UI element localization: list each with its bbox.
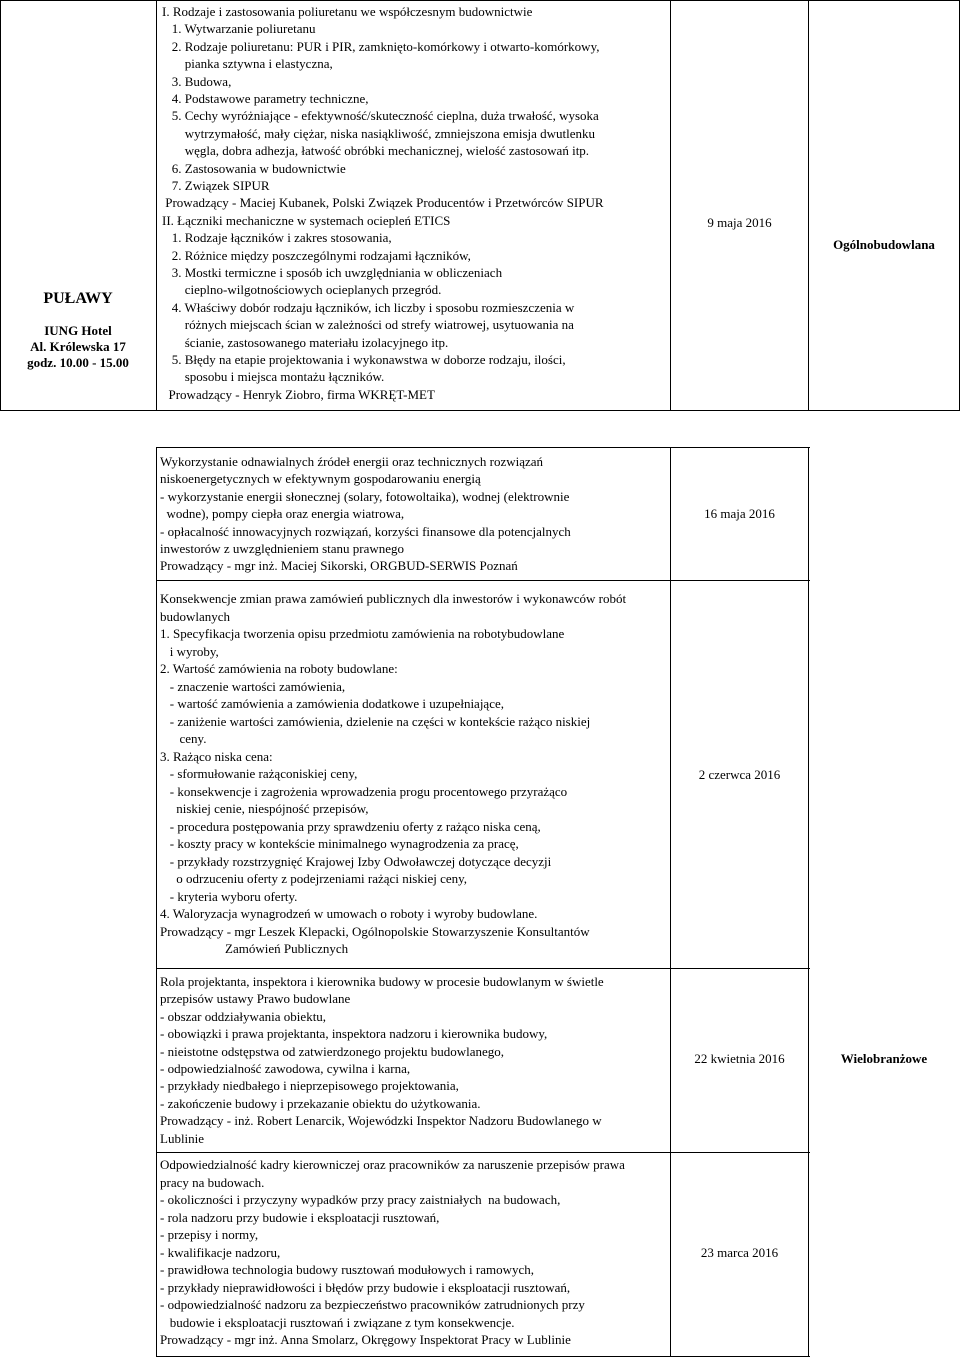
topic-line: 1. Rodzaje łączników i zakres stosowania, — [162, 230, 392, 246]
topic-line: budowlanych — [160, 608, 231, 624]
date-cell: 2 czerwca 2016 — [698, 767, 781, 782]
location-venue: IUNG Hotel — [44, 323, 112, 338]
topic-line: 1. Specyfikacja tworzenia opisu przedmiotu zamówienia na robotybudowlane — [160, 626, 565, 641]
topic-line: Prowadzący - inż. Robert Lenarcik, Wojewódzki Inspektor Nadzoru Budowlanego w — [160, 1113, 602, 1129]
topic-line: - zakończenie budowy i przekazanie obiektu do użytkowania. — [160, 1095, 481, 1111]
topic-line: wytrzymałość, mały ciężar, niska nasiąkliwość, zmniejszona emisja dwutlenku — [162, 125, 596, 141]
topic-line: Prowadzący - mgr inż. Anna Smolarz, Okręgowy Inspektorat Pracy w Lublinie — [160, 1332, 571, 1347]
location-city: PUŁAWY — [43, 290, 113, 307]
date-cell: 23 marca 2016 — [700, 1245, 779, 1260]
topic-line: wodne), pompy ciepła oraz energia wiatrowa, — [160, 506, 405, 522]
topic-line: i wyroby, — [160, 643, 219, 659]
topic-line: sposobu i miejsca montażu łączników. — [162, 369, 385, 385]
date-cell: 22 kwietnia 2016 — [694, 1051, 785, 1066]
topic-line: 1. Wytwarzanie poliuretanu — [162, 21, 316, 37]
topic-line: - rola nadzoru przy budowie i eksploatacji rusztowań, — [160, 1209, 440, 1225]
topic-line: - kwalifikacje nadzoru, — [160, 1244, 281, 1260]
topic-line: niskoenergetycznych w efektywnym gospodarowaniu energią — [160, 471, 481, 487]
topic-line: I. Rodzaje i zastosowania poliuretanu we współczesnym budownictwie — [162, 4, 533, 19]
topic-line: - odpowiedzialność nadzoru za bezpieczeństwo pracowników zatrudnionych przy — [160, 1297, 585, 1312]
topic-line: - znaczenie wartości zamówienia, — [160, 678, 346, 694]
topic-line: - przykłady nieprawidłowości i błędów przy budowie i eksploatacji rusztowań, — [160, 1279, 571, 1295]
topic-line: o odrzuceniu oferty z podejrzeniami rażąci niskiej ceny, — [160, 871, 468, 886]
topic-line: - przykłady rozstrzygnięć Krajowej Izby Odwoławczej dotyczące decyzji — [160, 853, 552, 869]
topic-line: 6. Zastosowania w budownictwie — [162, 160, 346, 176]
topic-line: 7. Związek SIPUR — [162, 178, 270, 193]
topic-line: pianka sztywna i elastyczna, — [162, 56, 333, 72]
topic-line: Odpowiedzialność kadry kierowniczej oraz pracowników za naruszenie przepisów prawa — [160, 1157, 625, 1172]
topic-line: Lublinie — [160, 1130, 205, 1146]
topic-line: 2. Wartość zamówienia na roboty budowlane: — [160, 661, 398, 676]
topic-line: inwestorów z uwzględnieniem stanu prawnego — [160, 541, 405, 556]
topic-line: - sformułowanie rażąconiskiej ceny, — [160, 766, 358, 781]
topic-line: 4. Waloryzacja wynagrodzeń w umowach o roboty i wyroby budowlane. — [160, 906, 538, 921]
category-label: Wielobranżowe — [840, 1051, 928, 1066]
topic-line: ścianie, zastosowanego materiału izolacyjnego itp. — [162, 334, 449, 350]
topic-line: - obszar oddziaływania obiektu, — [160, 1008, 327, 1024]
topic-line: - prawidłowa technologia budowy rusztowań modułowych i ramowych, — [160, 1262, 535, 1277]
location-block — [0, 290, 156, 371]
topic-line: 2. Rodzaje poliuretanu: PUR i PIR, zamknięto-komórkowy i otwarto-komórkowy, — [162, 38, 600, 54]
topic-line: Wykorzystanie odnawialnych źródeł energii oraz technicznych rozwiązań — [160, 454, 544, 469]
topic-line: Prowadzący - Maciej Kubanek, Polski Związek Producentów i Przetwórców SIPUR — [162, 195, 604, 211]
location-address: Al. Królewska 17 — [30, 339, 126, 354]
topic-line: przepisów ustawy Prawo budowlane — [160, 991, 351, 1007]
topic-line: - okoliczności i przyczyny wypadków przy pracy zaistniałych na budowach, — [160, 1192, 561, 1207]
topic-line: - odpowiedzialność zawodowa, cywilna i karna, — [160, 1061, 411, 1076]
topic-line: - konsekwencje i zagrożenia wprowadzenia progu procentowego przyrażąco — [160, 783, 568, 799]
topic-line: - przykłady niedbałego i nieprzepisowego projektowania, — [160, 1078, 459, 1094]
topic-line: - opłacalność innowacyjnych rozwiązań, korzyści finansowe dla potencjalnych — [160, 523, 571, 539]
topic-line: Konsekwencje zmian prawa zamówień publicznych dla inwestorów i wykonawców robót — [160, 591, 627, 606]
topic-line: cieplno-wilgotnościowych ocieplanych przegród. — [162, 282, 442, 298]
topic-line: Prowadzący - mgr inż. Maciej Sikorski, ORGBUD-SERWIS Poznań — [160, 558, 518, 574]
topic-line: 3. Mostki termiczne i sposób ich uwzględniania w obliczeniach — [162, 265, 503, 280]
topic-line: II. Łączniki mechaniczne w systemach ociepleń ETICS — [162, 212, 451, 228]
topic-line: - koszty pracy w kontekście minimalnego wynagrodzenia za pracę, — [160, 836, 519, 851]
topic-line: - nieistotne odstępstwa od zatwierdzonego projektu budowlanego, — [160, 1043, 505, 1059]
topic-line: 3. Rażąco niska cena: — [160, 748, 273, 764]
date-cell: 16 maja 2016 — [704, 506, 775, 521]
topic-line: - wartość zamówienia a zamówienia dodatkowe i uzupełniające, — [160, 696, 504, 711]
topic-line: węgla, dobra adhezja, łatwość obróbki mechanicznej, wielość zastosowań itp. — [162, 143, 590, 159]
date-cell: 9 maja 2016 — [707, 215, 772, 230]
topic-line: - obowiązki i prawa projektanta, inspektora nadzoru i kierownika budowy, — [160, 1026, 548, 1042]
topic-line: 4. Właściwy dobór rodzaju łączników, ich liczby i sposobu rozmieszczenia w — [162, 299, 575, 315]
location-hours: godz. 10.00 - 15.00 — [27, 355, 129, 370]
topic-line: różnych miejscach ścian w zależności od strefy wiatrowej, usytuowania na — [162, 317, 574, 333]
topic-line: Prowadzący - Henryk Ziobro, firma WKRĘT-MET — [162, 386, 435, 402]
topic-line: ceny. — [160, 731, 207, 746]
topic-line: 5. Cechy wyróżniające - efektywność/skuteczność cieplna, duża trwałość, wysoka — [162, 108, 599, 124]
topic-line: Zamówień Publicznych — [160, 941, 349, 956]
topic-line: 4. Podstawowe parametry techniczne, — [162, 91, 369, 106]
topic-line: Rola projektanta, inspektora i kierownika budowy w procesie budowlanym w świetle — [160, 974, 604, 989]
topic-line: 3. Budowa, — [162, 73, 232, 89]
topic-line: Prowadzący - mgr Leszek Klepacki, Ogólnopolskie Stowarzyszenie Konsultantów — [160, 923, 590, 939]
topic-line: budowie i eksploatacji rusztowań i związane z tym konsekwencje. — [160, 1314, 515, 1330]
topic-line: - zaniżenie wartości zamówienia, dzielenie na części w kontekście rażąco niskiej — [160, 713, 591, 729]
topic-line: - przepisy i normy, — [160, 1227, 259, 1242]
topic-line: pracy na budowach. — [160, 1174, 265, 1190]
topic-line: - procedura postępowania przy sprawdzeniu oferty z rażąco niska ceną, — [160, 818, 541, 834]
topic-line: 5. Błędy na etapie projektowania i wykonawstwa w doborze rodzaju, ilości, — [162, 352, 566, 367]
topic-line: niskiej cenie, niespójność przepisów, — [160, 801, 369, 816]
topic-line: 2. Różnice między poszczególnymi rodzajami łączników, — [162, 247, 471, 263]
topic-line: - wykorzystanie energii słonecznej (solary, fotowoltaika), wodnej (elektrownie — [160, 488, 570, 504]
category-label: Ogólnobudowlana — [833, 237, 935, 252]
topic-line: - kryteria wyboru oferty. — [160, 888, 298, 904]
